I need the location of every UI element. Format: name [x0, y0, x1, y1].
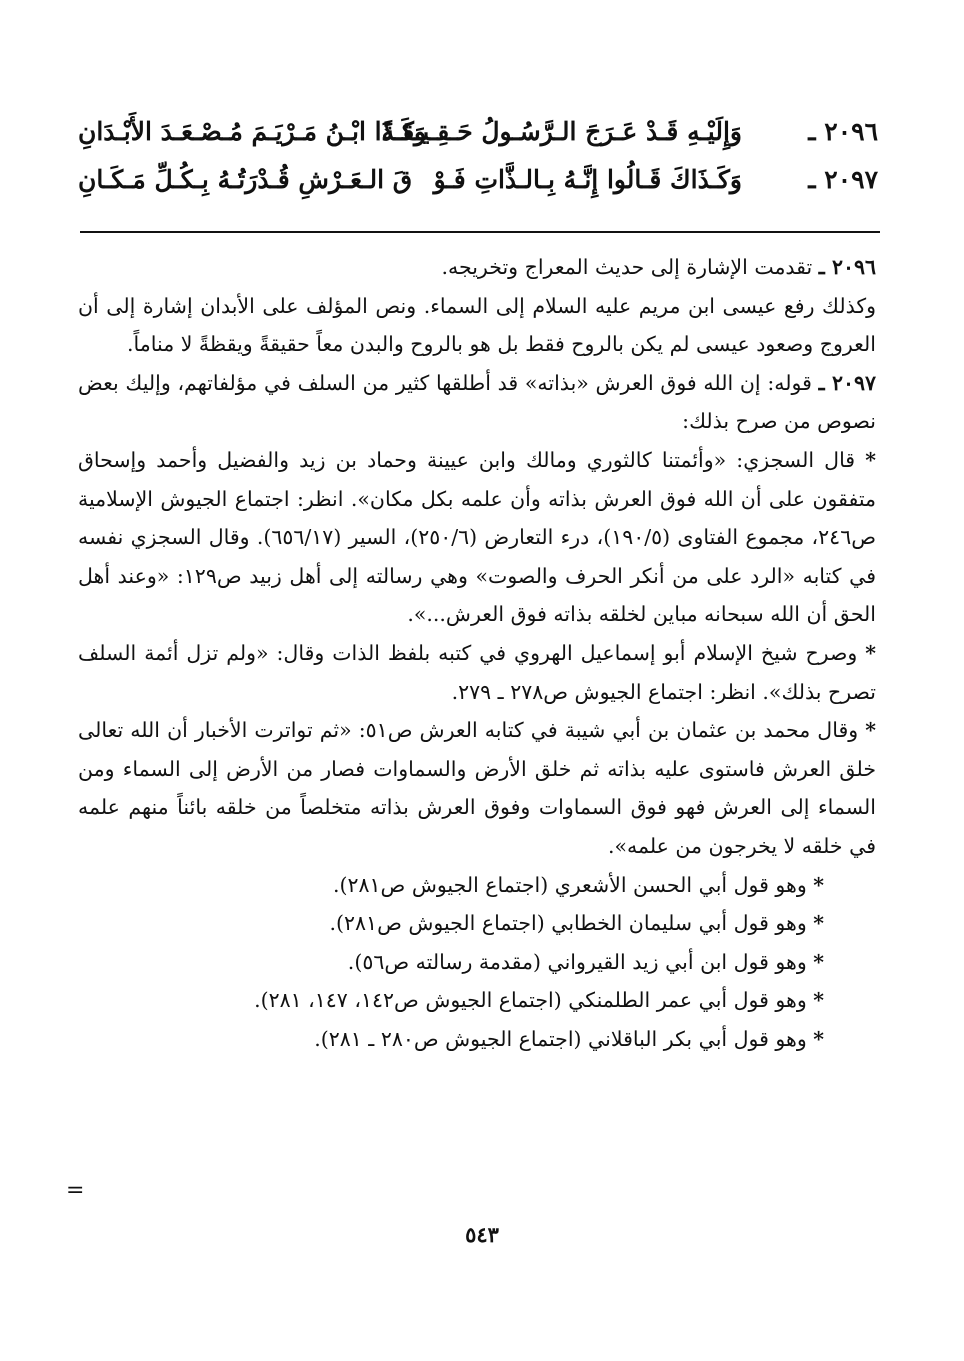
verse-second-hemistich: قَ الـعَـرْشِ قُـدْرَتُـهُ بِـكُـلِّ مَـكَـانِ: [78, 165, 413, 194]
bullet-star: *: [865, 718, 876, 743]
footnote-text: وصرح شيخ الإسلام أبو إسماعيل الهروي في كتبه بلفظ الذات وقال: «ولم تزل أئمة السلف تصرح بذلك». انظر: اجتماع الجيوش ص٢٧٨ ـ ٢٧٩.: [78, 640, 876, 704]
bullet-star: *: [865, 447, 876, 472]
quote-ashari: [78, 866, 876, 905]
quote-sijzi: [78, 441, 876, 634]
footnote-2097: [78, 364, 876, 441]
bullet-star: *: [813, 911, 824, 936]
quote-harawi: [78, 634, 876, 711]
footnote-text: وهو قول أبي عمر الطلمنكي (اجتماع الجيوش ص١٤٢، ١٤٧، ٢٨١).: [254, 988, 807, 1013]
footnote-paragraph: [78, 287, 876, 364]
quote-ibn-abi-shaybah: [78, 711, 876, 865]
footnote-text: قوله: إن الله فوق العرش «بذاته» قد أطلقها كثير من السلف في مؤلفاتهم، وإليك بعض نصوص من صرح بذلك:: [78, 370, 876, 434]
verse-number: ٢٠٩٧ ـ: [808, 165, 878, 194]
footnote-text: تقدمت الإشارة إلى حديث المعراج وتخريجه.: [441, 255, 813, 279]
bullet-star: *: [813, 872, 824, 897]
verse-first-hemistich: وَإِلَيْـهِ قَـدْ عَـرَجَ الـرَّسُـولُ حَـقِـيـقَـةً: [381, 117, 742, 146]
bullet-star: *: [813, 949, 824, 974]
footnote-text: وهو قول أبي سليمان الخطابي (اجتماع الجيوش ص٢٨١).: [329, 911, 807, 936]
footnote-text: وكذلك رفع عيسى ابن مريم عليه السلام إلى السماء. ونص المؤلف على الأبدان إشارة إلى أن العروج وصعود عيسى لم يكن بالروح فقط بل هو بالروح والبدن معاً حقيقةً ويقظةً لا مناماً.: [78, 293, 876, 357]
footnotes: [78, 248, 876, 1058]
verse-number: ٢٠٩٦ ـ: [808, 117, 878, 146]
footnote-separator: [80, 231, 880, 233]
quote-baqillani: [78, 1020, 876, 1059]
bullet-star: *: [813, 988, 824, 1013]
footnote-text: وهو قول أبي الحسن الأشعري (اجتماع الجيوش ص٢٨١).: [332, 872, 807, 897]
bullet-star: *: [813, 1026, 824, 1051]
quote-khattabi: [78, 904, 876, 943]
footnote-text: وهو قول أبي بكر الباقلاني (اجتماع الجيوش ص٢٨٠ ـ ٢٨١).: [314, 1026, 807, 1051]
verse-second-hemistich: وَكَـذَا ابْـنُ مَـرْيَـمَ مُـصْـعَـدَ الأَبْـدَانِ: [78, 117, 427, 146]
footnote-2096: [78, 248, 876, 287]
continuation-mark: =: [66, 1178, 85, 1203]
footnote-number: ٢٠٩٧ ـ: [818, 370, 876, 395]
page-number: ٥٤٣: [465, 1222, 499, 1247]
verse-first-hemistich: وَكَـذَاكَ قَـالُوا إِنَّـهُ بِـالـذَّاتِ فَـوْ: [433, 165, 742, 194]
quote-talamanki: [78, 981, 876, 1020]
quote-qayrawani: [78, 943, 876, 982]
footnote-text: وهو قول ابن أبي زيد القيرواني (مقدمة رسالته ص٥٦).: [347, 949, 807, 974]
verse-2097: [78, 160, 878, 200]
footnote-number: ٢٠٩٦ ـ: [818, 255, 876, 279]
footnote-text: وقال محمد بن عثمان بن أبي شيبة في كتابه العرش ص٥١: «ثم تواترت الأخبار أن الله تعالى خلق العرش فاستوى عليه بذاته ثم خلق الأرض والسماوات فصار من الأرض إلى السماء ومن السماء إلى العرش فهو فوق السماوات وفوق العرش بذاته متخلصاً من خلقه بائناً منهم علمه في خلقه لا يخرجون من علمه».: [78, 718, 876, 858]
bullet-star: *: [865, 640, 876, 665]
footnote-text: قال السجزي: «وأئمتنا كالثوري ومالك وابن عيينة وحماد بن زيد والفضيل وأحمد وإسحاق متفقون على أن الله فوق العرش بذاته وأن علمه بكل مكان». انظر: اجتماع الجيوش الإسلامية ص٢٤٦، مجموع الفتاوى (١٩٠/٥)، درء التعارض (٢٥٠/٦)، السير (٦٥٦/١٧). وقال السجزي نفسه في كتابه «الرد على من أنكر الحرف والصوت» وهي رسالته إلى أهل زبيد ص١٢٩: «وعند أهل الحق أن الله سبحانه مباين لخلقه بذاته فوق العرش...».: [78, 447, 877, 627]
verse-2096: [78, 112, 878, 152]
